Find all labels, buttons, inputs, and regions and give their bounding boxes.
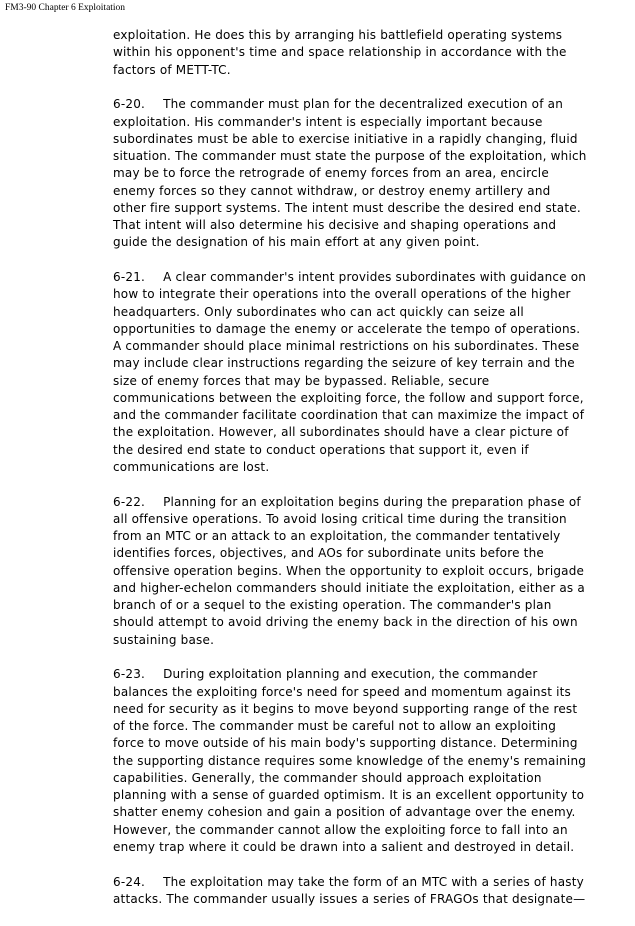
paragraph-6-24 xyxy=(113,874,628,909)
text-line: the supporting distance requires some knowledge of the enemy's remaining xyxy=(113,753,587,768)
text-line-content: A clear commander's intent provides subordinates with guidance on xyxy=(163,270,587,284)
text-line: attacks. The commander usually issues a series of FRAGOs that designate— xyxy=(113,891,586,906)
text-line: factors of METT-TC. xyxy=(113,62,231,77)
text-line xyxy=(113,666,628,683)
text-line: may include clear instructions regarding the seizure of key terrain and the xyxy=(113,356,575,371)
text-line-content: During exploitation planning and execution, the commander xyxy=(163,667,538,682)
text-line: shatter enemy cohesion and gain a position of advantage over the enemy. xyxy=(113,805,576,820)
text-line: from an MTC or an attack to an exploitation, the commander tentatively xyxy=(113,529,561,543)
text-line: force to move outside of his main body's supporting distance. Determining xyxy=(113,736,578,751)
text-line: sustaining base. xyxy=(113,632,215,647)
text-line: communications are lost. xyxy=(113,459,270,474)
paragraph-number: 6-24. xyxy=(113,874,146,889)
text-line: subordinates must be able to exercise initiative in a rapidly changing, fluid xyxy=(113,131,578,146)
paragraph-text xyxy=(113,666,628,856)
paragraph-number: 6-23. xyxy=(113,667,146,682)
text-line-content: The exploitation may take the form of an MTC with a series of hasty xyxy=(163,874,584,889)
text-line: identifies forces, objectives, and AOs for subordinate units before the xyxy=(113,546,544,561)
text-line xyxy=(113,96,628,113)
paragraph-number: 6-21. xyxy=(113,270,146,284)
paragraph-6-23 xyxy=(113,666,628,856)
paragraph-text xyxy=(113,874,628,909)
text-line: situation. The commander must state the purpose of the exploitation, which xyxy=(113,149,587,163)
text-line: exploitation. He does this by arranging his battlefield operating systems xyxy=(113,28,563,42)
text-line: within his opponent's time and space relationship in accordance with the xyxy=(113,45,567,60)
paragraph-text xyxy=(113,494,628,649)
paragraph-text xyxy=(113,269,628,476)
text-line: should attempt to avoid driving the enemy back in the direction of his own xyxy=(113,615,578,630)
text-line: and higher-echelon commanders should initiate the exploitation, either as a xyxy=(113,580,585,595)
text-line: how to integrate their operations into the overall operations of the higher xyxy=(113,287,571,302)
paragraph-text xyxy=(113,96,628,251)
text-line: the desired end state to conduct operations that support it, even if xyxy=(113,442,529,457)
text-line: offensive operation begins. When the opportunity to exploit occurs, brigade xyxy=(113,563,585,578)
text-line: enemy trap where it could be drawn into a salient and destroyed in detail. xyxy=(113,839,575,854)
text-line: may be to force the retrograde of enemy forces from an area, encircle xyxy=(113,166,549,181)
paragraph-number: 6-22. xyxy=(113,494,146,509)
paragraph-6-22 xyxy=(113,494,628,649)
text-line-content: Planning for an exploitation begins during the preparation phase of xyxy=(163,494,581,509)
text-line: opportunities to damage the enemy or accelerate the tempo of operations. xyxy=(113,321,581,336)
text-line: all offensive operations. To avoid losing critical time during the transition xyxy=(113,511,567,526)
text-line: balances the exploiting force's need for speed and momentum against its xyxy=(113,684,572,699)
paragraph-continuation xyxy=(113,27,628,79)
paragraph-number: 6-20. xyxy=(113,97,146,112)
text-line: exploitation. His commander's intent is especially important because xyxy=(113,114,543,129)
text-line xyxy=(113,494,628,511)
text-line: size of enemy forces that may be bypassed. Reliable, secure xyxy=(113,373,490,388)
text-line: and the commander facilitate coordination that can maximize the impact of xyxy=(113,408,585,422)
text-line: of the force. The commander must be careful not to allow an exploiting xyxy=(113,719,557,733)
text-line xyxy=(113,874,628,891)
text-line: enemy forces so they cannot withdraw, or destroy enemy artillery and xyxy=(113,183,551,198)
text-line: communications between the exploiting force, the follow and support force, xyxy=(113,390,584,405)
text-line: However, the commander cannot allow the exploiting force to fall into an xyxy=(113,822,568,837)
text-line: capabilities. Generally, the commander should approach exploitation xyxy=(113,770,542,785)
text-line: need for security as it begins to move beyond supporting range of the rest xyxy=(113,701,578,716)
document-body xyxy=(113,27,628,926)
paragraph-6-21 xyxy=(113,269,628,476)
text-line: the exploitation. However, all subordinates should have a clear picture of xyxy=(113,425,569,440)
text-line: branch of or a sequel to the existing operation. The commander's plan xyxy=(113,598,552,612)
text-line: That intent will also determine his decisive and shaping operations and xyxy=(113,218,557,232)
text-line: headquarters. Only subordinates who can act quickly can seize all xyxy=(113,304,524,319)
paragraph-6-20 xyxy=(113,96,628,251)
text-line-content: The commander must plan for the decentralized execution of an xyxy=(163,97,564,112)
text-line: other fire support systems. The intent must describe the desired end state. xyxy=(113,200,581,215)
paragraph-text xyxy=(113,27,628,79)
text-line: planning with a sense of guarded optimism. It is an excellent opportunity to xyxy=(113,788,585,802)
text-line: guide the designation of his main effort at any given point. xyxy=(113,235,480,250)
text-line: A commander should place minimal restrictions on his subordinates. These xyxy=(113,339,580,353)
text-line xyxy=(113,269,628,286)
running-header: FM3-90 Chapter 6 Exploitation xyxy=(5,3,126,13)
